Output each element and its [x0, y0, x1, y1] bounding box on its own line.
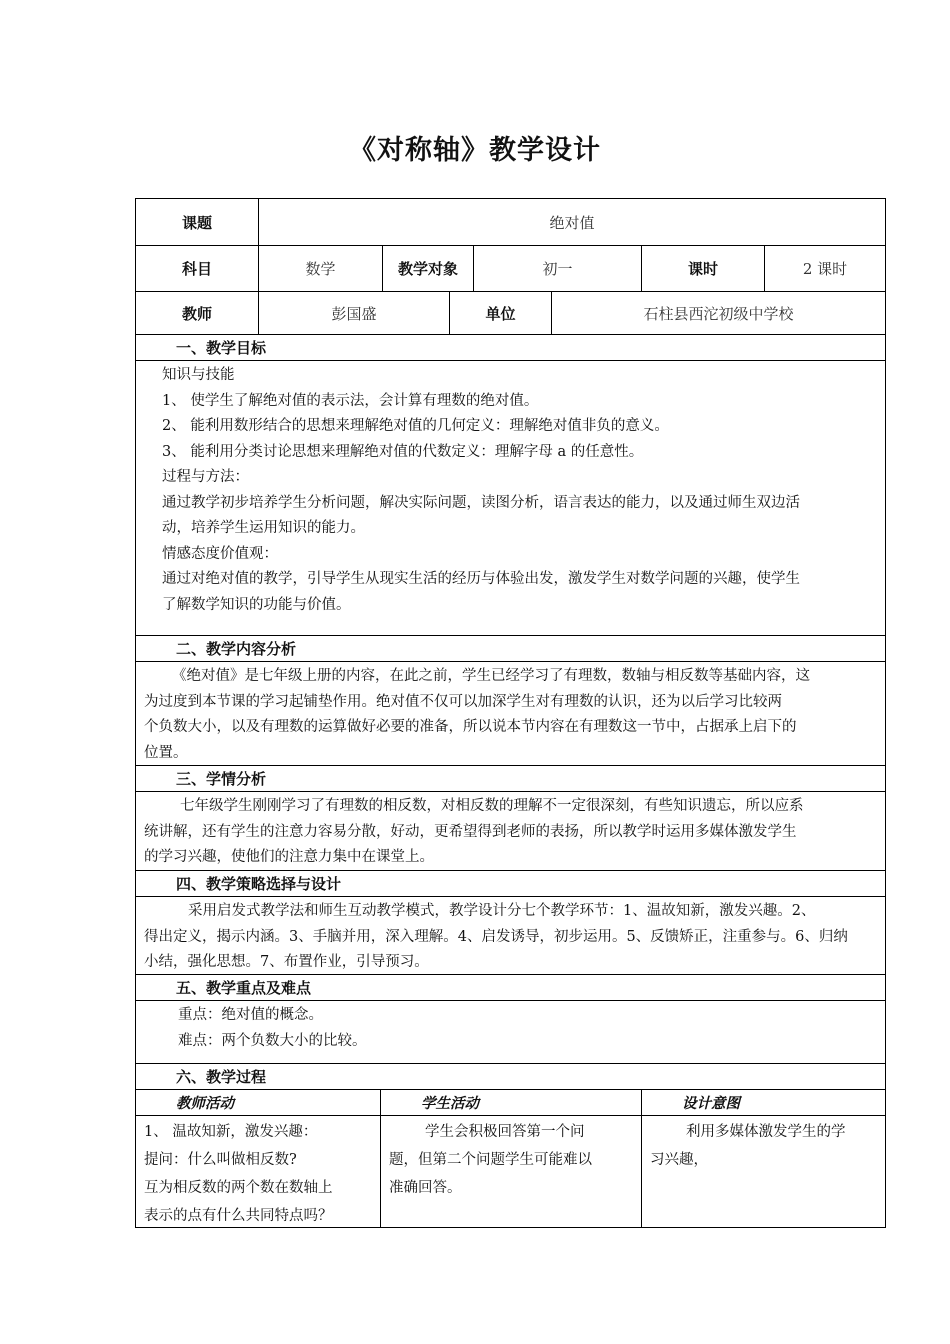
teacher-activity-cell [136, 1116, 381, 1227]
page-title: 《对称轴》教学设计 [349, 135, 601, 166]
teacher-activity-line: 互为相反数的两个数在数轴上 [144, 1180, 333, 1196]
goals-line: 情感态度价值观： [162, 545, 278, 562]
teacher-activity-line: 提问：什么叫做相反数? [144, 1152, 297, 1168]
unit-label: 单位 [450, 292, 552, 334]
keypoints-line: 难点：两个负数大小的比较。 [178, 1032, 367, 1049]
student-activity-line: 学生会积极回答第一个问 [425, 1124, 585, 1140]
content-heading: 二、教学内容分析 [136, 636, 885, 662]
strategy-heading: 四、教学策略选择与设计 [136, 871, 885, 897]
teacher-activity-line: 表示的点有什么共同特点吗？ [144, 1208, 333, 1224]
goals-line: 了解数学知识的功能与价值。 [162, 596, 351, 613]
students-line: 的学习兴趣，使他们的注意力集中在课堂上。 [144, 849, 434, 865]
teacher-label: 教师 [136, 292, 259, 334]
strategy-line: 小结，强化思想。7、布置作业，引导预习。 [144, 954, 429, 970]
student-activity-line: 题，但第二个问题学生可能难以 [389, 1152, 592, 1168]
student-activity-line: 准确回答。 [389, 1180, 462, 1196]
content-line: 为过度到本节课的学习起铺垫作用。绝对值不仅可以加深学生对有理数的认识，还为以后学习比较两 [144, 693, 782, 710]
audience-label: 教学对象 [383, 246, 474, 291]
col-design-intent: 设计意图 [682, 1096, 740, 1112]
goals-line: 过程与方法： [162, 469, 249, 485]
hours-value: 2 课时 [802, 260, 848, 278]
process-heading: 六、教学过程 [136, 1064, 885, 1090]
goals-line: 通过教学初步培养学生分析问题，解决实际问题，读图分析，语言表达的能力，以及通过师生双边活 [162, 494, 800, 511]
teacher-value: 彭国盛 [259, 292, 450, 334]
content-line: 个负数大小，以及有理数的运算做好必要的准备，所以说本节内容在有理数这一节中，占据承上启下的 [144, 719, 797, 735]
subject-value: 数学 [259, 246, 383, 291]
students-body [136, 792, 885, 871]
content-line: 《绝对值》是七年级上册的内容，在此之前，学生已经学习了有理数，数轴与相反数等基础内容，这 [172, 668, 810, 684]
goals-line: 知识与技能 [162, 367, 235, 383]
process-row [136, 1116, 885, 1227]
design-intent-cell [642, 1116, 885, 1227]
strategy-body [136, 897, 885, 975]
keypoints-body [136, 1001, 885, 1064]
design-intent-line: 利用多媒体激发学生的学 [686, 1124, 846, 1140]
col-student-activity: 学生活动 [381, 1090, 642, 1115]
teacher-row [136, 292, 885, 335]
students-line: 统讲解，还有学生的注意力容易分散，好动，更希望得到老师的表扬，所以教学时运用多媒体激发学生 [144, 823, 797, 840]
hours-label: 课时 [642, 246, 765, 291]
strategy-line: 得出定义，揭示内涵。3、手脑并用，深入理解。4、启发诱导，初步运用。5、反馈矫正，注重参与。6、归纳 [144, 928, 848, 945]
subject-label: 科目 [136, 246, 259, 291]
goals-body [136, 361, 885, 636]
topic-value: 绝对值 [549, 213, 595, 232]
students-heading: 三、学情分析 [136, 766, 885, 792]
audience-value: 初一 [474, 246, 642, 291]
topic-label: 课题 [136, 199, 259, 245]
topic-row [136, 199, 885, 246]
content-line: 位置。 [144, 744, 188, 761]
keypoints-line: 重点：绝对值的概念。 [178, 1007, 323, 1023]
goals-line: 通过对绝对值的教学，引导学生从现实生活的经历与体验出发，激发学生对数学问题的兴趣，使学生 [162, 571, 800, 587]
col-teacher-activity: 教师活动 [136, 1090, 381, 1115]
process-header-row [136, 1090, 885, 1116]
student-activity-cell [381, 1116, 642, 1227]
lesson-plan-table [135, 198, 886, 1228]
subject-row [136, 246, 885, 292]
students-line: 七年级学生刚刚学习了有理数的相反数，对相反数的理解不一定很深刻，有些知识遗忘，所以应系 [180, 798, 804, 814]
goals-line: 动，培养学生运用知识的能力。 [162, 520, 365, 536]
goals-line: 1、 使学生了解绝对值的表示法，会计算有理数的绝对值。 [162, 392, 539, 409]
goals-heading: 一、教学目标 [136, 335, 885, 361]
strategy-line: 采用启发式教学法和师生互动教学模式，教学设计分七个教学环节：1、温故知新，激发兴趣。2、 [188, 903, 816, 919]
design-intent-line: 习兴趣， [650, 1152, 708, 1168]
content-body [136, 662, 885, 766]
goals-line: 3、 能利用分类讨论思想来理解绝对值的代数定义：理解字母 a 的任意性。 [162, 443, 644, 460]
goals-line: 2、 能利用数形结合的思想来理解绝对值的几何定义：理解绝对值非负的意义。 [162, 418, 669, 434]
teacher-activity-line: 1、 温故知新，激发兴趣： [144, 1124, 318, 1140]
unit-value: 石柱县西沱初级中学校 [643, 304, 794, 323]
keypoints-heading: 五、教学重点及难点 [136, 975, 885, 1001]
